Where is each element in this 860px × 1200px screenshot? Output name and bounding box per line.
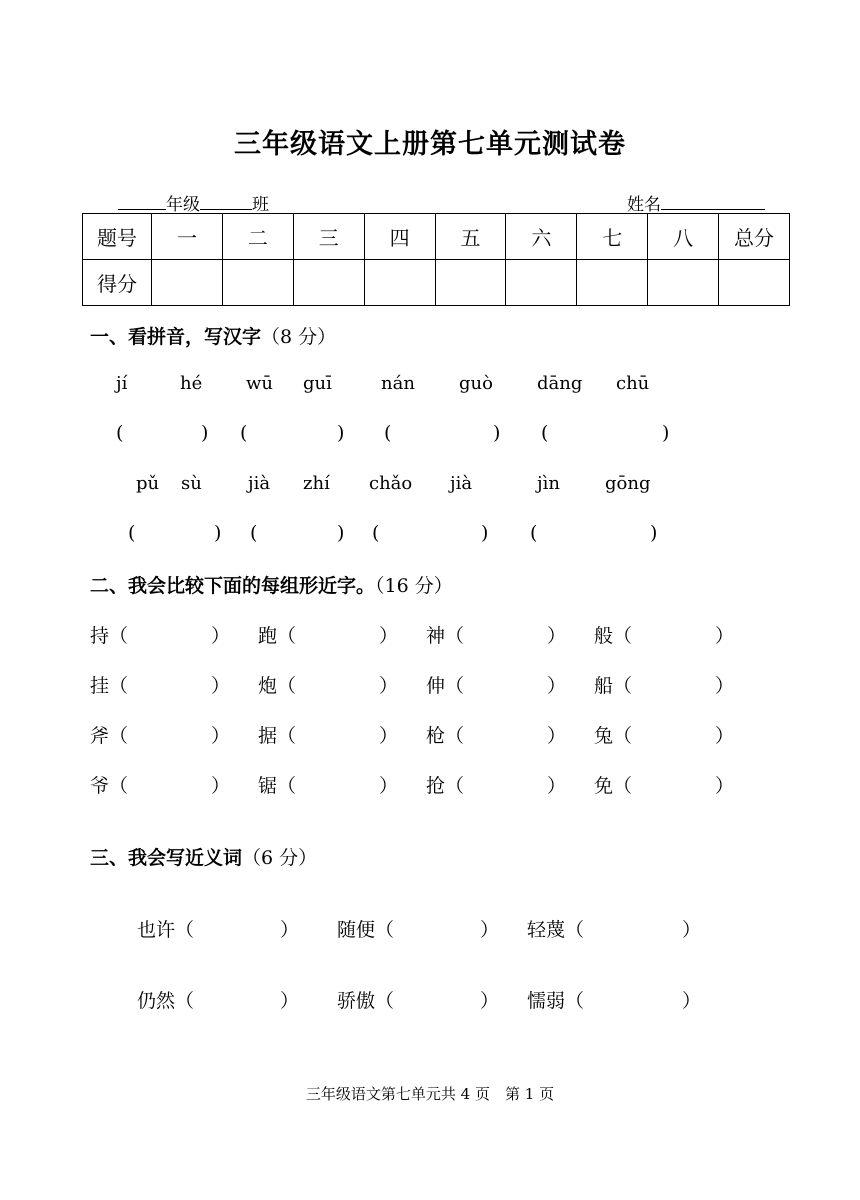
char-item: 炮（ [258,675,297,697]
word-item: 也许（ [137,919,195,941]
pinyin: zhí [303,473,330,494]
pinyin: nán [381,373,415,394]
word-item: 轻蔑（ [527,919,585,941]
open-paren: ( [384,422,392,444]
class-label: 班 [252,195,269,215]
close-paren: ） [715,775,735,797]
close-paren: ） [547,775,567,797]
char-item: 持（ [90,625,129,647]
char-item: 般（ [594,625,633,647]
pinyin: wū [246,373,273,394]
char-item: 锯（ [258,775,297,797]
open-paren: ( [541,422,549,444]
pinyin: chǎo [369,473,413,494]
page-title: 三年级语文上册第七单元测试卷 [234,129,626,160]
score-cell[interactable] [364,260,435,306]
header-cell: 四 [364,214,435,260]
close-paren: ) [214,522,222,544]
pinyin: dāng [537,373,583,394]
pinyin: jià [248,473,271,494]
char-item: 爷（ [90,775,129,797]
score-cell[interactable] [577,260,648,306]
pinyin: gōng [605,473,651,494]
close-paren: ） [379,775,399,797]
close-paren: ） [715,675,735,697]
close-paren: ） [211,625,231,647]
pinyin: chū [616,373,650,394]
char-item: 兔（ [594,725,633,747]
char-item: 跑（ [258,625,297,647]
pinyin: sù [181,473,202,494]
close-paren: ) [481,522,489,544]
score-cell[interactable] [435,260,506,306]
char-item: 枪（ [426,725,465,747]
close-paren: ) [493,422,501,444]
header-cell: 八 [648,214,719,260]
close-paren: ） [715,725,735,747]
name-label: 姓名 [627,195,661,215]
word-item: 懦弱（ [527,990,585,1012]
score-cell[interactable] [648,260,719,306]
word-item: 随便（ [337,919,395,941]
close-paren: ） [379,625,399,647]
close-paren: ) [337,522,345,544]
close-paren: ) [650,522,658,544]
close-paren: ） [379,725,399,747]
section1-heading: 一、看拼音，写汉字（8 分） [90,326,337,348]
open-paren: ( [530,522,538,544]
word-item: 仍然（ [137,990,195,1012]
score-table-score-row [83,260,790,306]
open-paren: ( [240,422,248,444]
grade-blank[interactable] [118,195,166,210]
open-paren: ( [116,422,124,444]
grade-label: 年级 [166,195,200,215]
char-item: 抢（ [426,775,465,797]
score-table-header-row [83,214,790,260]
header-cell: 五 [435,214,506,260]
close-paren: ) [662,422,670,444]
close-paren: ） [480,919,500,941]
close-paren: ） [211,725,231,747]
header-cell: 六 [506,214,577,260]
char-item: 据（ [258,725,297,747]
close-paren: ） [211,775,231,797]
score-cell[interactable] [719,260,790,306]
header-cell: 总分 [719,214,790,260]
score-cell[interactable] [293,260,364,306]
close-paren: ） [547,725,567,747]
score-cell[interactable] [152,260,223,306]
close-paren: ) [337,422,345,444]
grade-class-line [118,190,269,215]
char-item: 船（ [594,675,633,697]
class-blank[interactable] [200,195,252,210]
close-paren: ） [379,675,399,697]
close-paren: ） [547,675,567,697]
char-item: 斧（ [90,725,129,747]
close-paren: ） [480,990,500,1012]
page-footer: 三年级语文第七单元共 4 页 第 1 页 [305,1085,555,1103]
score-table [82,213,790,306]
close-paren: ) [201,422,209,444]
open-paren: ( [128,522,136,544]
section3-heading: 三、我会写近义词（6 分） [90,847,318,869]
section2-heading: 二、我会比较下面的每组形近字。（16 分） [90,575,453,597]
close-paren: ） [715,625,735,647]
close-paren: ） [280,919,300,941]
pinyin: guī [303,373,332,394]
pinyin: pǔ [136,473,160,494]
open-paren: ( [250,522,258,544]
header-cell: 一 [152,214,223,260]
pinyin: hé [180,373,203,394]
header-cell: 七 [577,214,648,260]
open-paren: ( [372,522,380,544]
char-item: 神（ [426,625,465,647]
score-cell[interactable] [506,260,577,306]
pinyin: jí [116,373,128,394]
close-paren: ） [547,625,567,647]
close-paren: ） [280,990,300,1012]
name-line [627,190,765,215]
header-cell: 题号 [83,214,152,260]
score-row-label: 得分 [83,260,152,306]
pinyin: jià [450,473,473,494]
score-cell[interactable] [222,260,293,306]
char-item: 挂（ [90,675,129,697]
header-cell: 三 [293,214,364,260]
header-cell: 二 [222,214,293,260]
char-item: 免（ [594,775,633,797]
char-item: 伸（ [426,675,465,697]
close-paren: ） [682,990,702,1012]
pinyin: jìn [537,473,560,494]
close-paren: ） [682,919,702,941]
close-paren: ） [211,675,231,697]
name-blank[interactable] [661,195,765,210]
pinyin: guò [459,373,493,394]
word-item: 骄傲（ [337,990,395,1012]
